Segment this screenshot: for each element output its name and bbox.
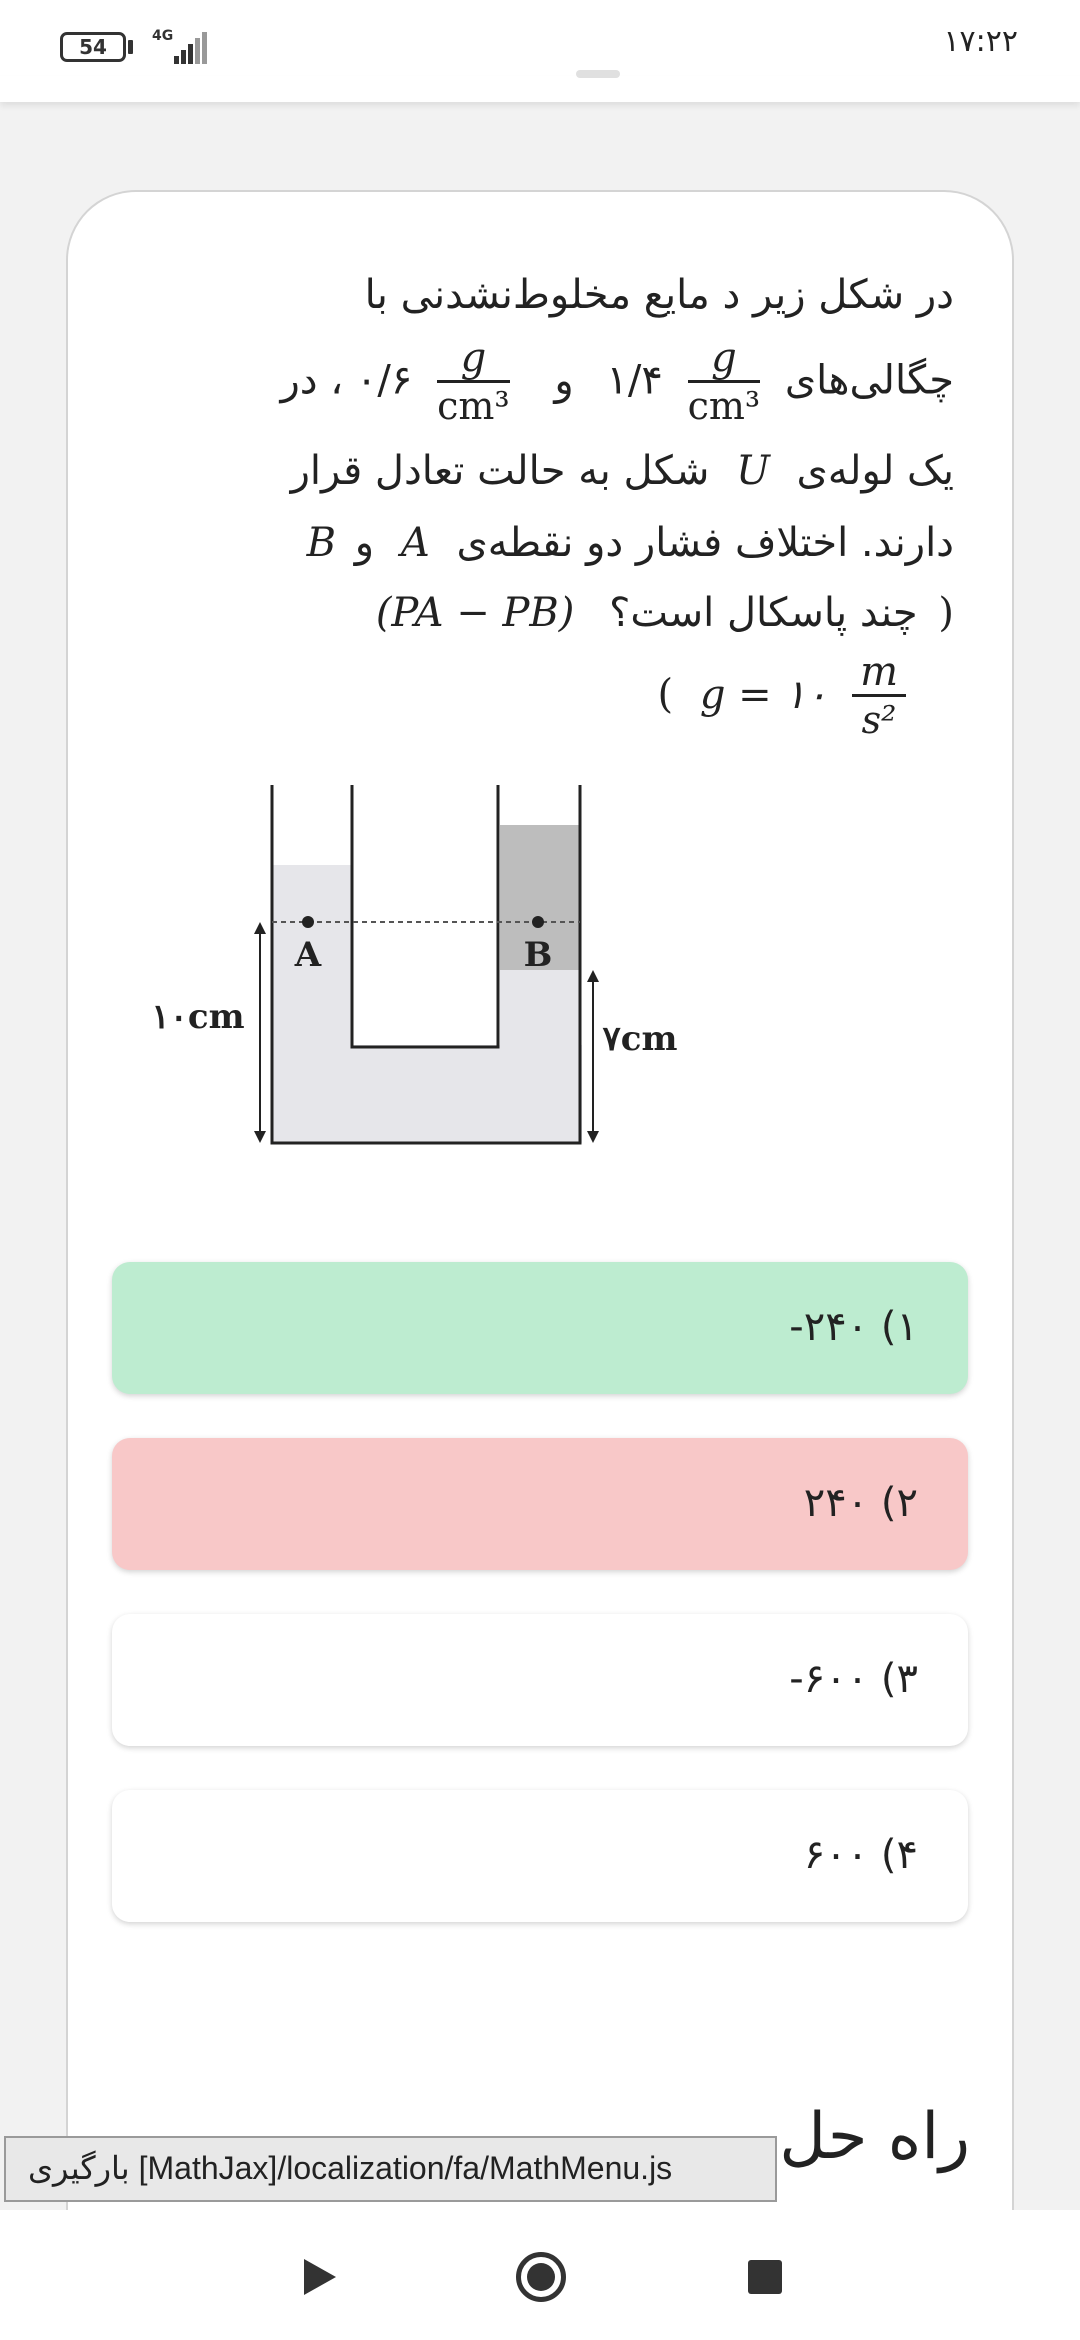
- gravity-unit: $\frac{m}{\text{s²}}$: [852, 650, 906, 743]
- question-line-5: ( چند پاسکال است؟ (PA − PB): [375, 590, 954, 636]
- point-b: [532, 916, 544, 928]
- back-icon[interactable]: [304, 2259, 336, 2295]
- density-1: ۱/۴: [606, 357, 663, 404]
- density-unit-1: $\frac{g}{\text{cm³}}$: [687, 335, 761, 428]
- pull-handle[interactable]: [576, 70, 620, 78]
- question-line-1: در شکل زیر د مایع مخلوط‌نشدنی با: [364, 272, 954, 318]
- question-line-4: دارند. اختلاف فشار دو نقطه‌ی A و B: [306, 520, 954, 566]
- in-word: ، در: [280, 357, 344, 404]
- left-height-label: ۱۰cm: [151, 997, 245, 1037]
- u-variable: U: [736, 448, 770, 494]
- point-a: [302, 916, 314, 928]
- u-tube-diagram: [150, 770, 690, 1150]
- question-card: [66, 190, 1014, 2250]
- right-light-liquid: [500, 970, 580, 1060]
- right-height-label: ۷cm: [602, 1019, 678, 1059]
- pressure-difference-expr: (PA − PB): [375, 590, 575, 636]
- option-3-label: ۳) ۶۰۰-: [789, 1656, 918, 1702]
- question-line-2: [280, 336, 954, 429]
- mathjax-loading-message: بارگیری [MathJax]/localization/fa/MathMenu.js: [4, 2136, 777, 2202]
- densities-label: چگالی‌های: [784, 357, 954, 404]
- battery-icon: [60, 32, 126, 62]
- clock: ۱۷:۲۲: [943, 24, 1018, 59]
- option-2[interactable]: [112, 1438, 968, 1570]
- point-b-variable: B: [306, 520, 337, 566]
- label-b: B: [523, 935, 553, 975]
- and-word: و: [554, 357, 574, 404]
- option-1[interactable]: [112, 1262, 968, 1394]
- recent-apps-icon[interactable]: [748, 2260, 782, 2294]
- question-line-6: ( g = ۱۰ $\frac{m}{\text{s²}}$: [657, 650, 918, 743]
- option-3[interactable]: [112, 1614, 968, 1746]
- density-2: ۰/۶: [355, 357, 413, 404]
- option-4-label: ۴) ۶۰۰: [803, 1832, 918, 1878]
- option-4[interactable]: [112, 1790, 968, 1922]
- solution-heading: راه حل: [779, 2100, 970, 2174]
- point-a-variable: A: [400, 520, 430, 566]
- status-bar: [0, 0, 1080, 76]
- option-1-label: ۱) ۲۴۰-: [789, 1304, 918, 1350]
- network-type: 4G: [152, 28, 174, 44]
- battery-cap: [128, 40, 133, 54]
- density-unit-2: $\frac{g}{\text{cm³}}$: [437, 335, 510, 428]
- gravity-value: g = ۱۰: [699, 671, 828, 718]
- tube-inner-wall: [352, 785, 498, 1047]
- home-icon[interactable]: [516, 2252, 566, 2302]
- navigation-bar: [0, 2210, 1080, 2340]
- app-bar: [0, 76, 1080, 102]
- label-a: A: [294, 935, 322, 975]
- option-2-label: ۲) ۲۴۰: [803, 1480, 918, 1526]
- battery-level: 54: [79, 35, 107, 59]
- signal-icon: [166, 30, 206, 64]
- question-line-3: یک لوله‌ی U شکل به حالت تعادل قرار: [290, 448, 954, 494]
